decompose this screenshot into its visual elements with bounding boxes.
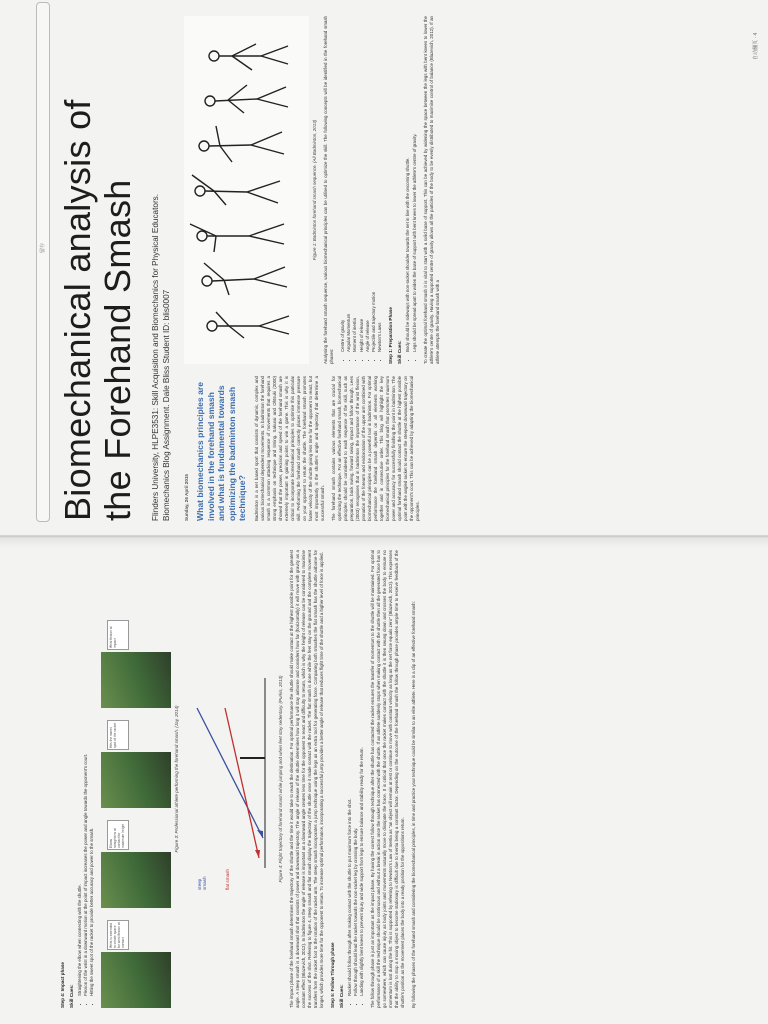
athlete-photo-1: [101, 918, 171, 1008]
photo: [101, 752, 171, 808]
upper-right-column: [184, 16, 446, 364]
step4-cues-list: [77, 550, 96, 1008]
steep-smash-label: steep smash: [196, 876, 207, 890]
list-item: • Flexion of the wrist in a downward motion at the point of impact increases the power and angle towards the opponent's court.: [83, 550, 89, 996]
document-title: Biomechanical analysis of the Forehand Smash: [57, 99, 138, 521]
upper-page: [58, 16, 728, 521]
list-item: • Projectile and trajectory motion: [371, 16, 377, 352]
list-item: • Body should be sideways with non-racket shoulder towards the net in line with the oncoming shuttle.: [405, 16, 411, 352]
viewer-tab[interactable]: [36, 2, 50, 522]
fold-shadow: [0, 538, 768, 548]
flat-smash-label: flat smash: [224, 869, 230, 890]
preparation-paragraph: To create the optimal forehand smash it is vital to start with a solid base of support. This can be achieved by widening the space between the legs with bent knees to lower the athlete's centre of gravity. Having a supported centre of gravity allows all the particles of the body to be evenly distributed to maximise control of balance (Blazevich, 2012). If an athlete attempts the forehand smash with a: [422, 16, 440, 364]
athlete-photo-3: [101, 718, 171, 808]
list-item: • Angular Momentum: [346, 16, 352, 352]
list-item: • Moment of inertia: [352, 16, 358, 352]
list-item: • Height of release: [359, 16, 365, 352]
skill-cues-label: Skill Cues:: [69, 984, 74, 1008]
concepts-list: [340, 16, 383, 364]
list-item: • Angle of release: [365, 16, 371, 352]
closing-paragraph: By following the phases of the forehand smash and considering the biomechanical principles, in time and practice your technique could be similar to an elite athlete. Here is a clip of an effective forehand smash:: [411, 601, 417, 1008]
photo: [101, 952, 171, 1008]
step1-heading: Step 1: Preparation Phase: [388, 307, 394, 364]
analysis-paragraph: Analysing the forehand smash sequence, various biomechanical principles can be utilised to optimize the skill. The following concepts will be identified in the forehand smash phases:: [323, 16, 334, 364]
tab-label: 留存: [40, 242, 46, 253]
post-date: Sunday, 26 April 2015: [184, 474, 189, 521]
photo-annotation: Elbow straightens at contact for maximum height: [107, 820, 129, 850]
athlete-photo-4: [101, 618, 171, 708]
upper-left-column: [184, 376, 446, 521]
photo-annotation: Wrist flexion at impact: [107, 620, 129, 650]
intro-paragraph: Badminton is a net based sport that consists of dynamic, complex and various biomechanical dependent movements. In badminton the forehand smash is a common attacking sequence of movements that requires a strong emphasis on technique and timing. Sakurai and Ohtsuki (2000) showed that the power, precision and speed of the forehand smash are extremely important in gaining points to win a game. This is why it is critical to incorporate biomechanical principles to optimise this particular skill. Performing the forehand smash correctly places immense pressure on your opponent to return the shuttle. The forehand smash promotes faster velocity of the shuttle giving less time for the opponent to react, but most importantly is the shuttle's angle and trajectory that determine a successful smash.: [253, 376, 325, 521]
list-item: • Follow through should lead the racket towards the non-racket leg by crossing the body.: [353, 550, 359, 996]
list-item: • Legs should be spread apart to widen the base of support with bent knees to lower the athlete's centre of gravity.: [412, 16, 418, 352]
list-item: • Straightening the elbow when connecting with the shuttle.: [77, 550, 83, 996]
list-item: • Landing with slightly bent knees to prevent injury and wide support from legs to ensure balance and stability ready for the return.: [359, 550, 365, 996]
figure3-caption: Figure 3: Professional athlete performing the forehand smash. (Jay, 2014): [173, 705, 179, 853]
figure1-caption: Figure 1: Badminton forehand smash sequence. (All Badminton, 2013): [312, 119, 317, 261]
skill-cues-label: Skill Cues:: [397, 340, 403, 364]
photo: [101, 652, 171, 708]
figure3-images: [101, 550, 171, 1008]
step5-cues-list: [347, 550, 366, 1008]
step1-cues-list: [405, 16, 417, 364]
smash-sequence-figure: [184, 16, 309, 364]
photo: [101, 852, 171, 908]
step5-heading: Step 5: Follow Through phase: [329, 942, 335, 1008]
step4-heading: Step 4: Impact phase: [60, 962, 65, 1008]
figure4-caption: Figure 4: Flight trajectory of forehand smash while jumping and when feet stay sedentary. (Purkis, 2013): [277, 675, 283, 883]
athlete-photo-2: [101, 818, 171, 908]
photo-annotation: Wrist is extended to create space for wrist flexion at contact: [107, 920, 129, 950]
follow-through-paragraph: The follow through phase is just as important as the impact phase. By having the correct follow through technique after the shuttle has contacted the racket ensures the transfer of momentum to the shuttle will be maintained. For optimal performance of a skill the technique should be continuous and without a break in action once the racket has connected with the shuttle. If an athlete suddenly stops when making contact with the shuttle then all the generated force has to go somewhere, which can cause injury as body joints and movements naturally move to dissipate the force. It is critical that once the racket makes contact with the shuttle it is then swung down and crosses the body to ensure no momentum is lost during the hit. This is supported by referring to Newton's Law of Inertia as "an object will remain at rest or continue to move with constant velocity as long as the net force equals zero" (Blazevich, 2012). This expresses that the ability to stop a moving object to become stationary is difficult due to inertia being a constant factor. Depending on the outcome of the forehand smash the follow through phase provides ample time to receive feedback of the shuttle's position as the movement places the body into a ready position for the oppositions return.: [370, 550, 406, 1008]
smash-sequence-illustration: [184, 16, 309, 364]
skill-cues-label: Skill Cues:: [338, 984, 344, 1008]
photo-annotation: Hits the sweet spot of the racket: [107, 720, 129, 750]
list-item: • Newton's Laws: [377, 16, 383, 352]
corner-label: 自动翻页 · 4: [753, 32, 759, 60]
course-meta: Flinders University, HLPE3531: Skill Acquisition and Biomechanics for Physical Educators. Biomechanics Blog Assignment. Dale Bliss Student ID: blis0007: [151, 193, 171, 521]
elements-paragraph: The forehand smash contains various elements that are crucial for optimizing the technique. For an effective forehand smash, biomechanical principles should be considered to each sequence of the skill, such as preparation, back swing, forward swing, impact and follow through. Lees (2003) recognises that in badminton the importance of the wrist flexion, pronation of the forearm and endorotation of the upper arm combined with biomechanical principles can be a powerful tool in badminton. For optimal performance the forehand smash depends on all elements working together and in consecutive order. This blog will highlight the key biomechanical principles for the forehand smash that promotes maximum power and accuracy for successfully finishing the point in badminton. The optimal forehand smash should contact the shuttle at the highest possible point with the angled racket to ensure the steepest downward trajectory on the opponent's court. This can be achieved by adapting the biomechanical principles.: [330, 376, 420, 521]
trajectory-figure: [185, 550, 275, 1008]
list-item: • Hitting the sweet spot of the racket to provide better accuracy and power to the smash.: [89, 550, 95, 996]
upper-columns: [184, 16, 446, 521]
lower-page: [56, 550, 726, 1008]
trajectory-diagram: [185, 550, 275, 1008]
list-item: • Centre of gravity: [340, 16, 346, 352]
list-item: • Racket should follow through after making contact with the shuttle to put maximum force into the shot.: [347, 550, 353, 996]
impact-paragraph: The impact phase of the forehand smash determines the trajectory of the shuttle and the time it would take to reach the destination. For optimal performance the shuttle should make contact at the highest possible point for the greatest angle. A steep smash is a downward shot that consists of power and downward trajectory. The angle of release of the shuttle determines how long it will stay airborne and considers how far (horizontally) it will move with gravity as a constant effect (Blazevich, 2012). In badminton the angle of release is important as a downward angle creates less time for the opponent to react and difficulty to return, which is why the height of release can be considered to maximise the success of the shot. Referring to figure 4, steep smash and flat smash display the trajectory of the shuttle once it made contact with the racket. The flat smash is done while the feet stay on the ground and the complete movement transfers from the racket foot to the rotation of the racket arm. The steep smash incorporates a jump technique using the legs as an extra tool for generating force. Comparing both smashes the flat smash has the shuttle airborne for longer, which provides more time for the opponent to return. To increase optimal performance, incorporating a successful jump provides a better angle of release that reduces flight time of the shuttle and a higher level of force is applied.: [288, 550, 324, 1008]
section-heading: What biomechanics principles are involved in the forehand smash and what is fundamental towards optimizing the badminton smash technique?: [195, 382, 247, 521]
